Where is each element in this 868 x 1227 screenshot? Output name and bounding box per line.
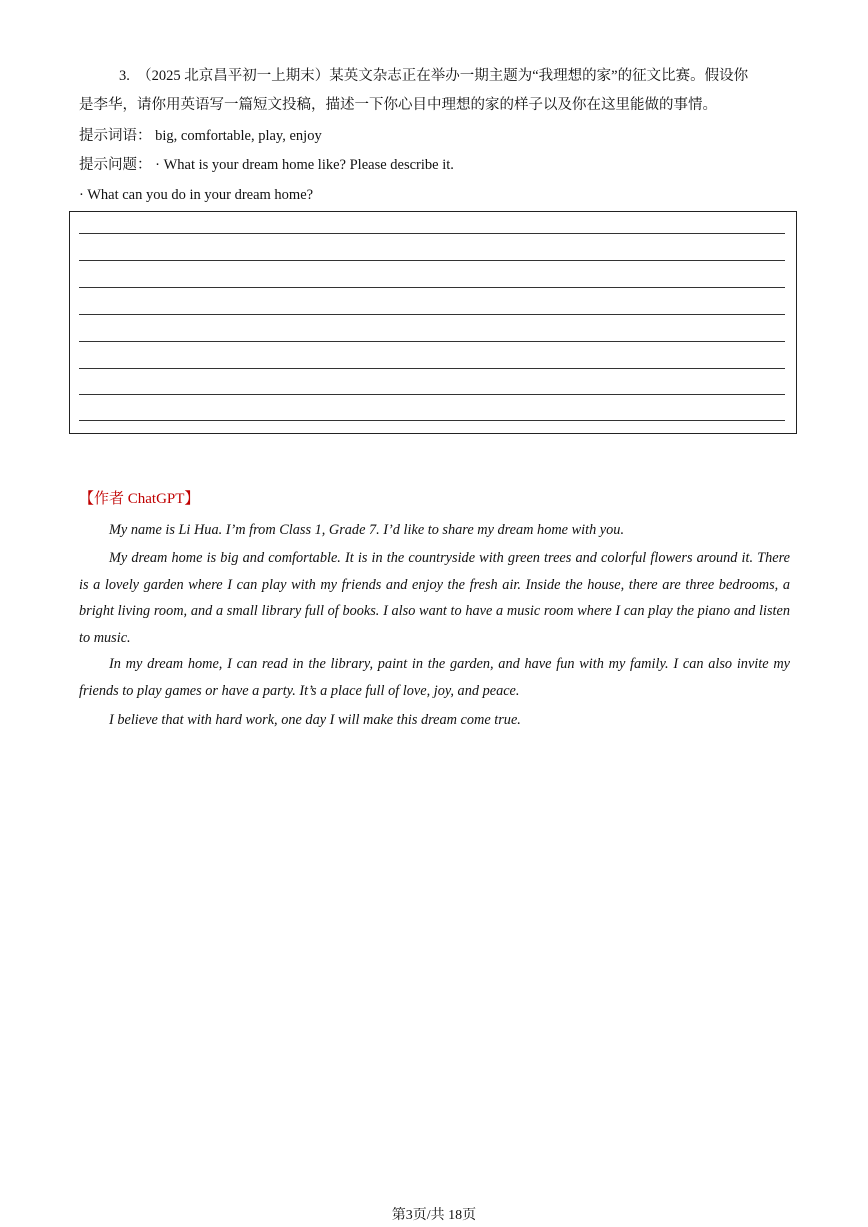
writing-line (79, 314, 785, 315)
hint-question-1: 提示问题： · What is your dream home like? Please describe it. (79, 157, 454, 173)
hint-words: 提示词语： big, comfortable, play, enjoy (79, 128, 322, 144)
question-line-2: 是李华，请你用英语写一篇短文投稿，描述一下你心目中理想的家的样子以及你在这里能做的事情。 (79, 97, 717, 113)
writing-line (79, 394, 785, 395)
question-line-1: 3. （2025 北京昌平初一上期末）某英文杂志正在举办一期主题为“我理想的家”的征文比赛。假设你 (119, 68, 749, 84)
answer-writing-box[interactable] (69, 211, 797, 434)
author-tag: 【作者 ChatGPT】 (79, 491, 200, 507)
writing-line (79, 233, 785, 234)
essay-paragraph: My name is Li Hua. I’m from Class 1, Grade 7. I’d like to share my dream home with you. (109, 522, 625, 538)
page-number: 第3页/共 18页 (391, 1208, 477, 1223)
hint-question-2: · What can you do in your dream home? (79, 187, 314, 203)
writing-line (79, 420, 785, 421)
writing-line (79, 260, 785, 261)
writing-line (79, 341, 785, 342)
writing-line (79, 368, 785, 369)
essay-paragraph: I believe that with hard work, one day I will make this dream come true. (109, 712, 521, 728)
essay-paragraph: My dream home is big and comfortable. It is in the countryside with green trees and colorful flowers around it. There is a lovely garden where I can play with my friends and enjoy the fresh air. Inside the house, there are three bedrooms, a bright living room, and a small library full of books. I also want to have a music room where I can play the piano and listen to music. (79, 550, 790, 646)
essay-paragraph: In my dream home, I can read in the library, paint in the garden, and have fun with my family. I can also invite my friends to play games or have a party. It’s a place full of love, joy, and peace. (79, 656, 790, 699)
writing-line (79, 287, 785, 288)
